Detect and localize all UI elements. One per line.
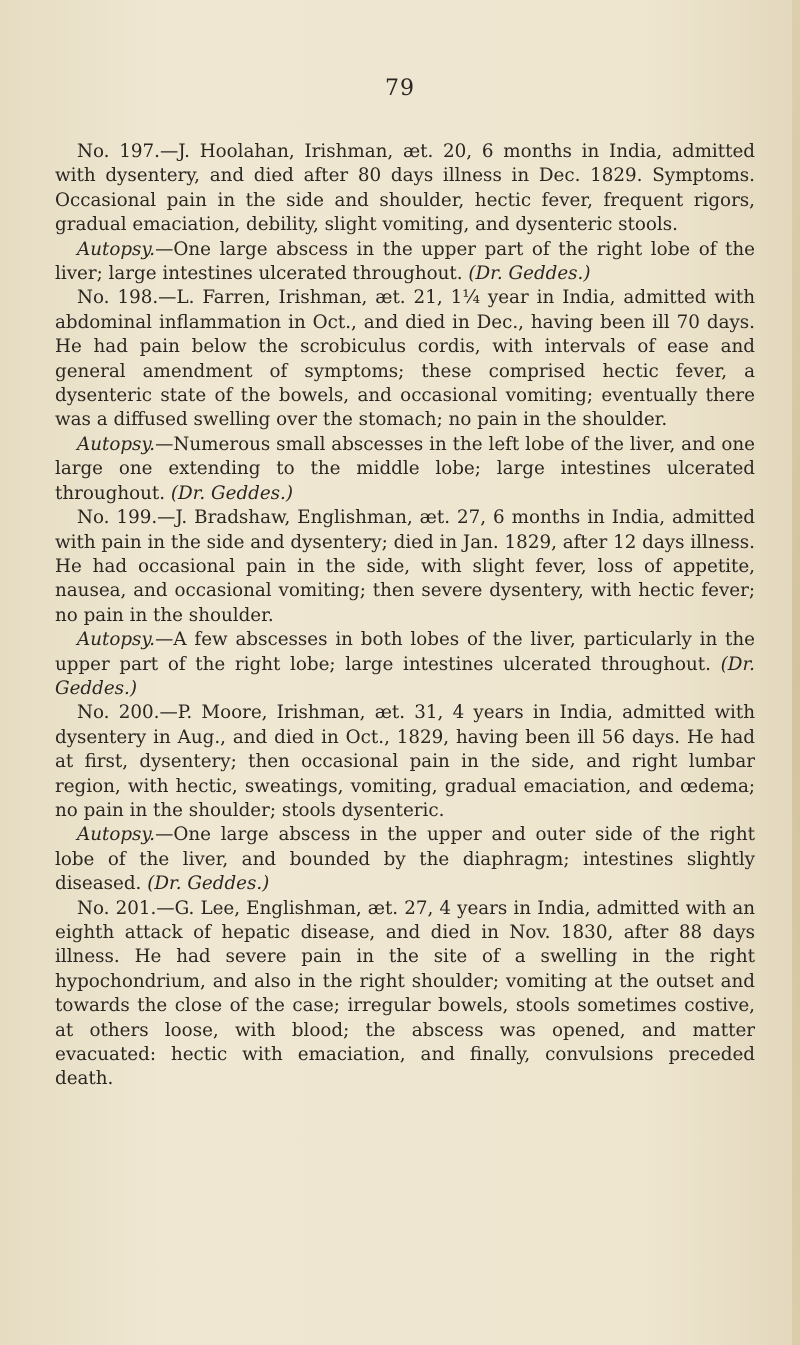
- autopsy-text: —One large abscess in the upper part of the right lobe of the liver; large intestines ulcerated throughout.: [55, 238, 755, 285]
- case-number: No. 200.: [77, 702, 160, 724]
- page-edge: [792, 0, 800, 1345]
- autopsy-paragraph: [55, 823, 755, 896]
- case-paragraph: [55, 286, 755, 432]
- case-text: —J. Hoolahan, Irishman, æt. 20, 6 months in India, admitted with dysentery, and died after 80 days illness in Dec. 1829. Symptoms. Occasional pain in the side and shoulder, hectic fever, frequent rigors, gradual emaciation, debility, slight vomiting, and dysenteric stools.: [55, 141, 755, 236]
- case-number: No. 198.: [77, 287, 159, 309]
- autopsy-text: —Numerous small abscesses in the left lobe of the liver, and one large one extending to the middle lobe; large intestines ulcerated throughout.: [55, 433, 755, 504]
- case-number: No. 199.: [77, 507, 158, 529]
- autopsy-text: —One large abscess in the upper and outer side of the right lobe of the liver, and bounded by the diaphragm; intestines slightly diseased.: [55, 824, 755, 895]
- autopsy-heading: Autopsy.: [77, 629, 156, 651]
- case-text: —L. Farren, Irishman, æt. 21, 1¼ year in India, admitted with abdominal inflammation in Oct., and died in Dec., having been ill 70 days. He had pain below the scrobiculus cordis, with intervals of ease and general amendment of symptoms; these comprised hectic fever, a dysenteric state of the bowels, and occasional vomiting; eventually there was a diffused swelling over the stomach; no pain in the shoulder.: [55, 287, 755, 431]
- autopsy-heading: Autopsy.: [77, 238, 156, 260]
- autopsy-paragraph: [55, 628, 755, 701]
- page-text: [55, 140, 755, 1092]
- case-number: No. 201.: [77, 897, 157, 919]
- autopsy-paragraph: [55, 433, 755, 506]
- case-paragraph: [55, 897, 755, 1092]
- page-number: 79: [385, 76, 415, 101]
- case-paragraph: [55, 701, 755, 823]
- case-number: No. 197.: [77, 141, 160, 162]
- autopsy-text: —A few abscesses in both lobes of the liver, particularly in the upper part of the right lobe; large intestines ulcerated throughout.: [55, 629, 755, 675]
- case-text: —P. Moore, Irishman, æt. 31, 4 years in India, admitted with dysentery in Aug., and died in Oct., 1829, having been ill 56 days. He had at first, dysentery; then occasional pain in the side, and right lumbar region, with hectic, sweatings, vomiting, gradual emaciation, and œdema; no pain in the shoulder; stools dysenteric.: [55, 702, 755, 821]
- autopsy-paragraph: [55, 238, 755, 287]
- case-paragraph: [55, 140, 755, 238]
- source-citation: (Dr. Geddes.): [55, 653, 755, 699]
- autopsy-heading: Autopsy.: [77, 433, 156, 455]
- autopsy-heading: Autopsy.: [77, 824, 156, 846]
- source-citation: (Dr. Geddes.): [147, 873, 270, 895]
- source-citation: (Dr. Geddes.): [468, 263, 591, 285]
- case-paragraph: [55, 506, 755, 628]
- case-text: —J. Bradshaw, Englishman, æt. 27, 6 months in India, admitted with pain in the side and dysentery; died in Jan. 1829, after 12 days illness. He had occasional pain in the side, with slight fever, loss of appetite, nausea, and occasional vomiting; then severe dysentery, with hectic fever; no pain in the shoulder.: [55, 507, 755, 626]
- case-text: —G. Lee, Englishman, æt. 27, 4 years in India, admitted with an eighth attack of hepatic disease, and died in Nov. 1830, after 88 days illness. He had severe pain in the site of a swelling in the right hypochondrium, and also in the right shoulder; vomiting at the outset and towards the close of the case; irregular bowels, stools sometimes costive, at others loose, with blood; the abscess was opened, and matter evacuated: hectic with emaciation, and finally, convulsions preceded death.: [55, 897, 755, 1090]
- source-citation: (Dr. Geddes.): [170, 482, 293, 504]
